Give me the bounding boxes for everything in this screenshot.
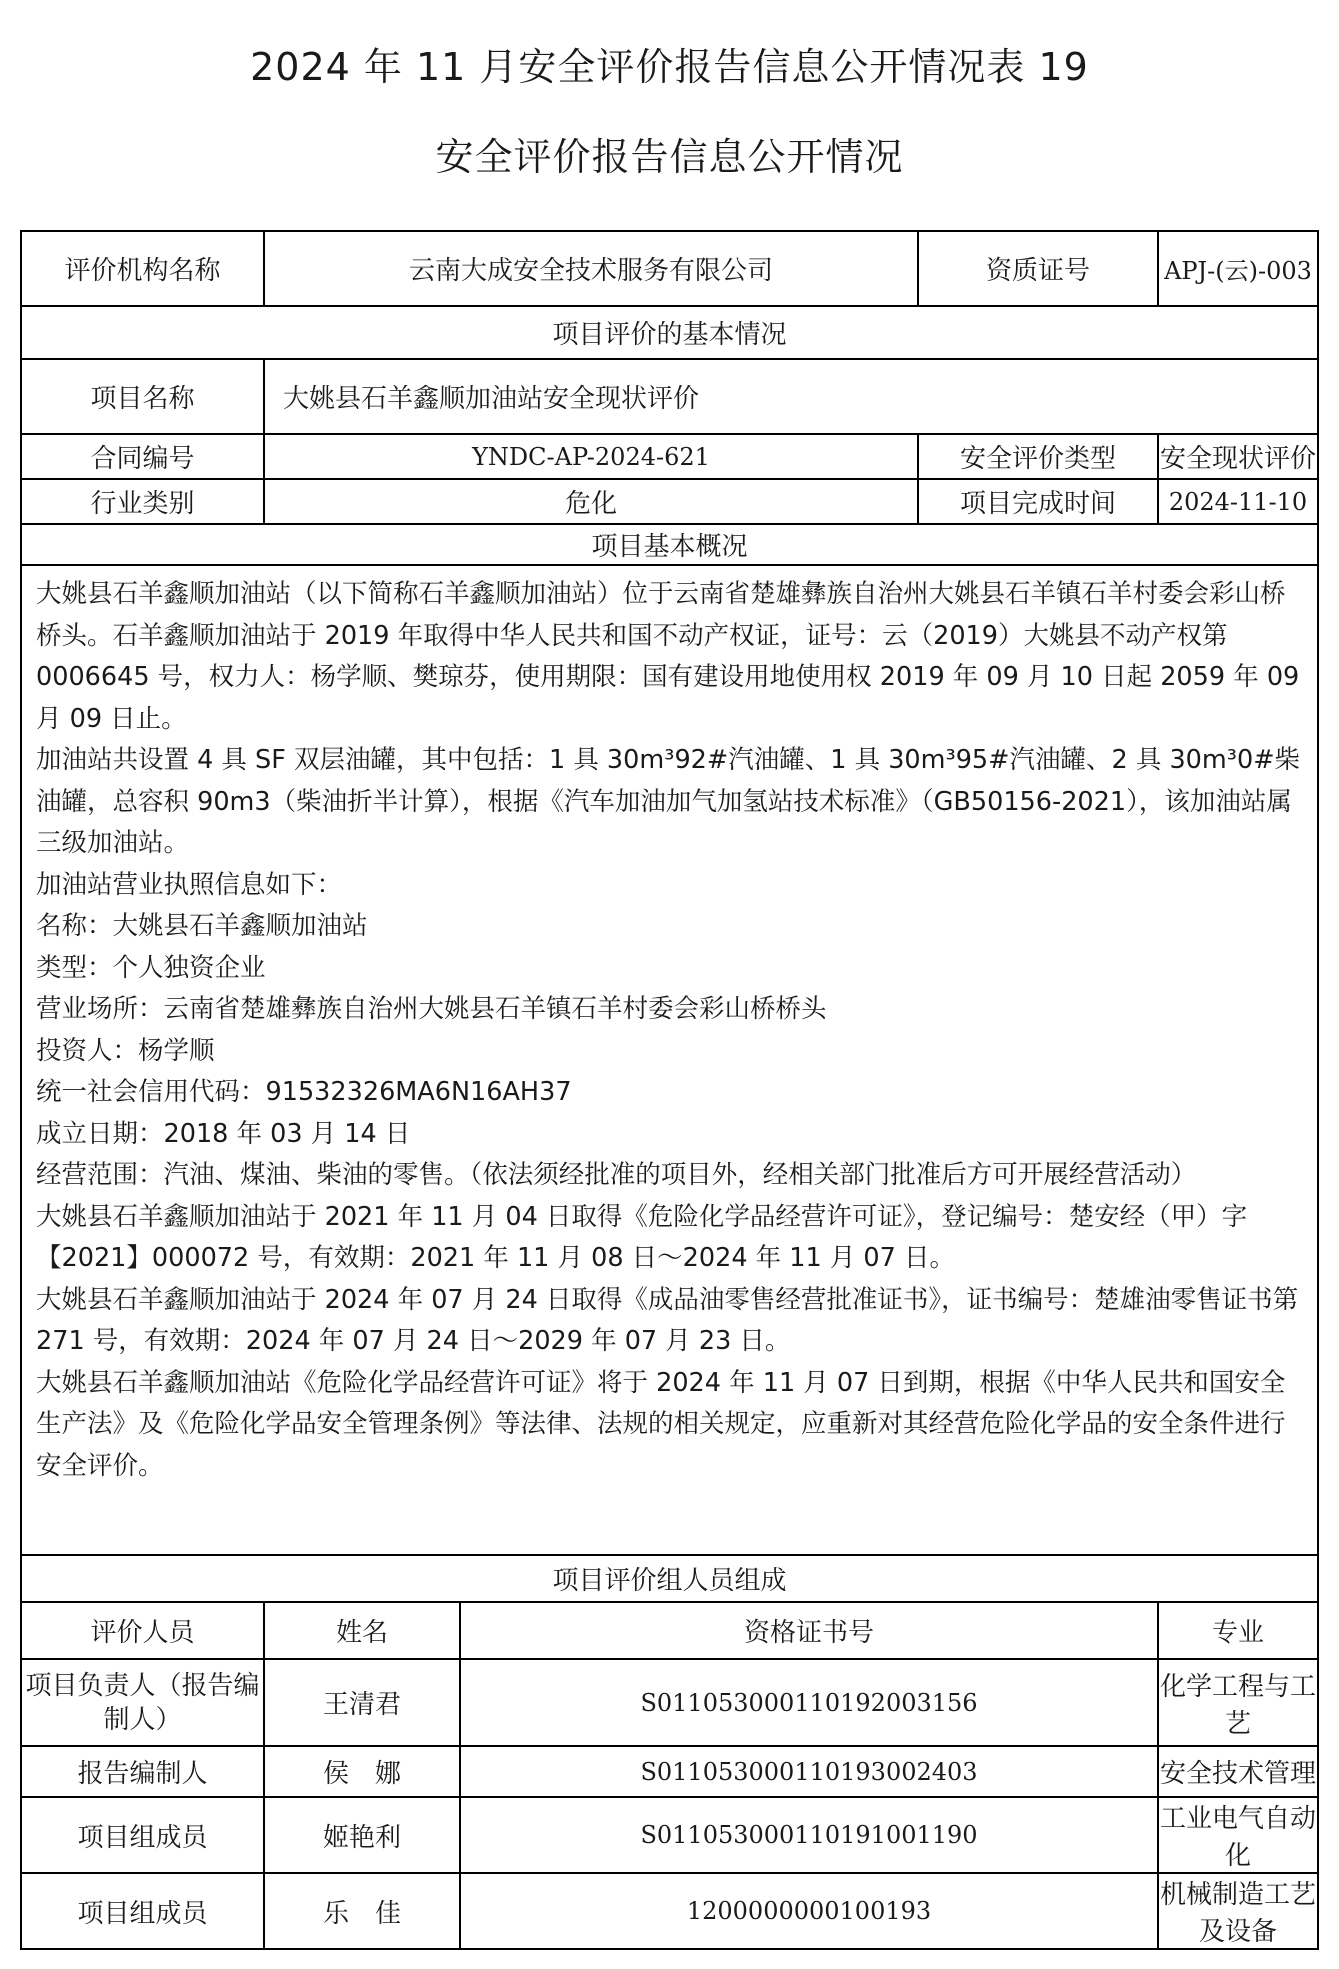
team-role: 项目组成员 xyxy=(21,1797,264,1873)
team-major: 机械制造工艺及设备 xyxy=(1158,1873,1318,1949)
contract-label: 合同编号 xyxy=(21,434,264,479)
overview-paragraph: 加油站营业执照信息如下： xyxy=(36,869,343,900)
page-title: 2024 年 11 月安全评价报告信息公开情况表 19 xyxy=(250,45,1089,89)
contract-value: YNDC-AP-2024-621 xyxy=(264,434,918,479)
overview-paragraph: 统一社会信用代码：91532326MA6N16AH37 xyxy=(36,1077,572,1107)
team-cert: 1200000000100193 xyxy=(460,1873,1158,1949)
industry-value: 危化 xyxy=(264,479,918,524)
team-header-major: 专业 xyxy=(1158,1602,1318,1659)
disclosure-table xyxy=(20,230,1319,1950)
overview-paragraph: 经营范围：汽油、煤油、柴油的零售。（依法须经批准的项目外，经相关部门批准后方可开展经营活动） xyxy=(36,1160,1197,1190)
completion-value: 2024-11-10 xyxy=(1158,479,1318,524)
overview-paragraph: 大姚县石羊鑫顺加油站于 2021 年 11 月 04 日取得《危险化学品经营许可证》，登记编号：楚安经（甲）字【2021】000072 号，有效期：2021 年 11 月 08 日～2024 年 11 月 07 日。 xyxy=(36,1201,1248,1273)
team-header-name: 姓名 xyxy=(264,1602,460,1659)
eval-type-value: 安全现状评价 xyxy=(1158,434,1318,479)
team-role: 项目组成员 xyxy=(21,1873,264,1949)
section-overview-heading: 项目基本概况 xyxy=(21,524,1318,565)
team-cert: S011053000110193002403 xyxy=(460,1746,1158,1797)
overview-paragraph: 成立日期：2018 年 03 月 14 日 xyxy=(36,1118,411,1149)
overview-paragraph: 大姚县石羊鑫顺加油站《危险化学品经营许可证》将于 2024 年 11 月 07 日到期，根据《中华人民共和国安全生产法》及《危险化学品安全管理条例》等法律、法规的相关规定，应重新对其经营危险化学品的安全条件进行安全评价。 xyxy=(36,1367,1286,1481)
overview-paragraph: 名称：大姚县石羊鑫顺加油站 xyxy=(36,911,368,941)
project-name-label: 项目名称 xyxy=(21,359,264,434)
team-name: 侯 娜 xyxy=(264,1746,460,1797)
overview-paragraph: 营业场所：云南省楚雄彝族自治州大姚县石羊镇石羊村委会彩山桥桥头 xyxy=(36,994,827,1024)
team-major: 安全技术管理 xyxy=(1158,1746,1318,1797)
overview-paragraph: 大姚县石羊鑫顺加油站于 2024 年 07 月 24 日取得《成品油零售经营批准证书》，证书编号：楚雄油零售证书第 271 号，有效期：2024 年 07 月 24 日～2029 年 07 月 23 日。 xyxy=(36,1284,1299,1356)
team-name: 乐 佳 xyxy=(264,1873,460,1949)
page-subtitle: 安全评价报告信息公开情况 xyxy=(435,135,904,179)
overview-paragraph: 加油站共设置 4 具 SF 双层油罐，其中包括：1 具 30m³92#汽油罐、1 具 30m³95#汽油罐、2 具 30m³0#柴油罐，总容积 90m3（柴油折半计算），根据《汽车加油加气加氢站技术标准》（GB50156-2021），该加油站属三级加油站。 xyxy=(36,745,1301,858)
team-header-row xyxy=(21,1602,1318,1659)
team-name: 王清君 xyxy=(264,1659,460,1746)
project-name-value: 大姚县石羊鑫顺加油站安全现状评价 xyxy=(264,359,1318,434)
completion-label: 项目完成时间 xyxy=(918,479,1158,524)
team-role: 项目负责人（报告编制人） xyxy=(21,1659,264,1746)
org-label: 评价机构名称 xyxy=(21,231,264,306)
team-cert: S011053000110191001190 xyxy=(460,1797,1158,1873)
table-row xyxy=(21,1797,1318,1873)
team-major: 工业电气自动化 xyxy=(1158,1797,1318,1873)
org-value: 云南大成安全技术服务有限公司 xyxy=(264,231,918,306)
eval-type-label: 安全评价类型 xyxy=(918,434,1158,479)
org-row xyxy=(21,231,1318,306)
team-header-cert: 资格证书号 xyxy=(460,1602,1158,1659)
team-header-role: 评价人员 xyxy=(21,1602,264,1659)
team-role: 报告编制人 xyxy=(21,1746,264,1797)
industry-label: 行业类别 xyxy=(21,479,264,524)
section-team-heading: 项目评价组人员组成 xyxy=(21,1555,1318,1602)
table-row xyxy=(21,1659,1318,1746)
cert-value: APJ-(云)-003 xyxy=(1158,231,1318,306)
table-row xyxy=(21,1873,1318,1949)
overview-paragraph: 大姚县石羊鑫顺加油站（以下简称石羊鑫顺加油站）位于云南省楚雄彝族自治州大姚县石羊镇石羊村委会彩山桥桥头。石羊鑫顺加油站于 2019 年取得中华人民共和国不动产权证，证号：云（2019）大姚县不动产权第 0006645 号，权力人：杨学顺、樊琼芬，使用期限：国有建设用地使用权 2019 年 09 月 10 日起 2059 年 09 月 09 日止。 xyxy=(36,579,1300,734)
team-cert: S011053000110192003156 xyxy=(460,1659,1158,1746)
cert-label: 资质证号 xyxy=(918,231,1158,306)
overview-text xyxy=(21,565,1318,1555)
overview-paragraph: 类型：个人独资企业 xyxy=(36,952,266,983)
section-basic-heading: 项目评价的基本情况 xyxy=(21,306,1318,359)
overview-paragraph: 投资人：杨学顺 xyxy=(36,1035,215,1066)
team-major: 化学工程与工艺 xyxy=(1158,1659,1318,1746)
team-name: 姬艳利 xyxy=(264,1797,460,1873)
table-row xyxy=(21,1746,1318,1797)
